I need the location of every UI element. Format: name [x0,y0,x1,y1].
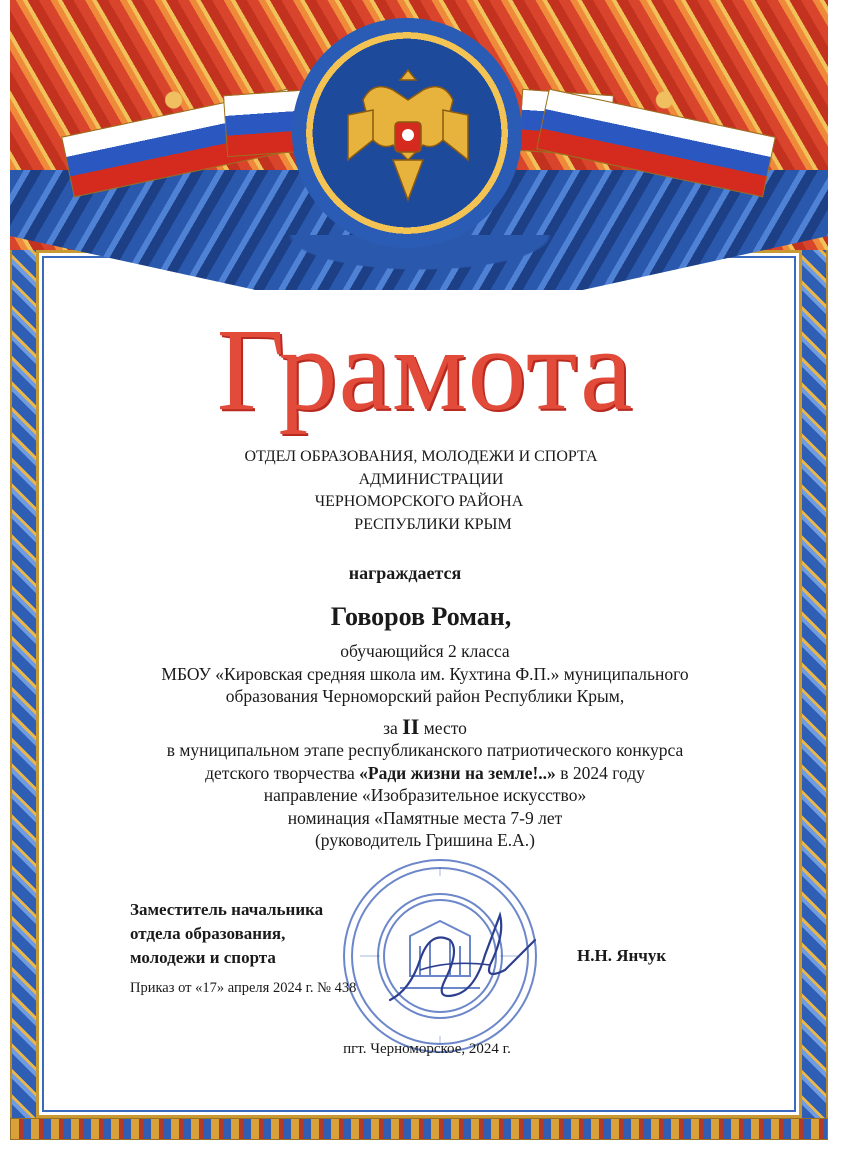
direction-line: направление «Изобразительное искусство» [263,785,587,805]
creativity-suffix: в 2024 году [560,762,645,783]
signer-title-line: молодежи и спорта [130,948,276,967]
place-prefix: за [383,717,398,738]
student-line: обучающийся 2 класса [340,641,510,661]
organization-line: ОТДЕЛ ОБРАЗОВАНИЯ, МОЛОДЕЖИ И СПОРТА [244,448,598,465]
awarded-label: награждается [348,563,462,583]
supervisor-line: (руководитель Гришина Е.А.) [314,830,535,850]
place-suffix: место [423,717,467,738]
order-reference: Приказ от «17» апреля 2024 г. № 438 [130,980,357,996]
nomination-line: номинация «Памятные места 7-9 лет [287,807,563,828]
organization-block [0,446,850,536]
handwritten-signature [380,900,550,1020]
certificate-title: Грамота [216,304,634,435]
organization-line: ЧЕРНОМОРСКОГО РАЙОНА [314,493,524,510]
signer-title-line: отдела образования, [130,924,286,943]
place-and-year: пгт. Черноморское, 2024 г. [343,1041,511,1057]
signer-name: Н.Н. Янчук [577,946,667,965]
place-value: II [402,713,420,739]
double-headed-eagle-icon [343,60,473,210]
place-row [0,713,850,740]
school-line: МБОУ «Кировская средняя школа им. Кухтина Ф.П.» муниципального [161,663,689,684]
bottom-ornament-band [10,1118,828,1140]
signer-title [130,898,323,970]
school-line: образования Черноморский район Республики Крым, [225,686,625,706]
contest-line: в муниципальном этапе республиканского патриотического конкурса [166,740,684,760]
recipient-name: Говоров Роман, [330,602,512,631]
creativity-prefix: детского творчества [205,762,355,783]
signer-title-line: Заместитель начальника [130,900,324,919]
award-description [0,640,850,852]
organization-line: РЕСПУБЛИКИ КРЫМ [354,515,512,533]
contest-name: «Ради жизни на земле!..» [359,762,556,783]
organization-line: АДМИНИСТРАЦИИ [358,470,504,488]
contest-name-row [0,762,850,785]
